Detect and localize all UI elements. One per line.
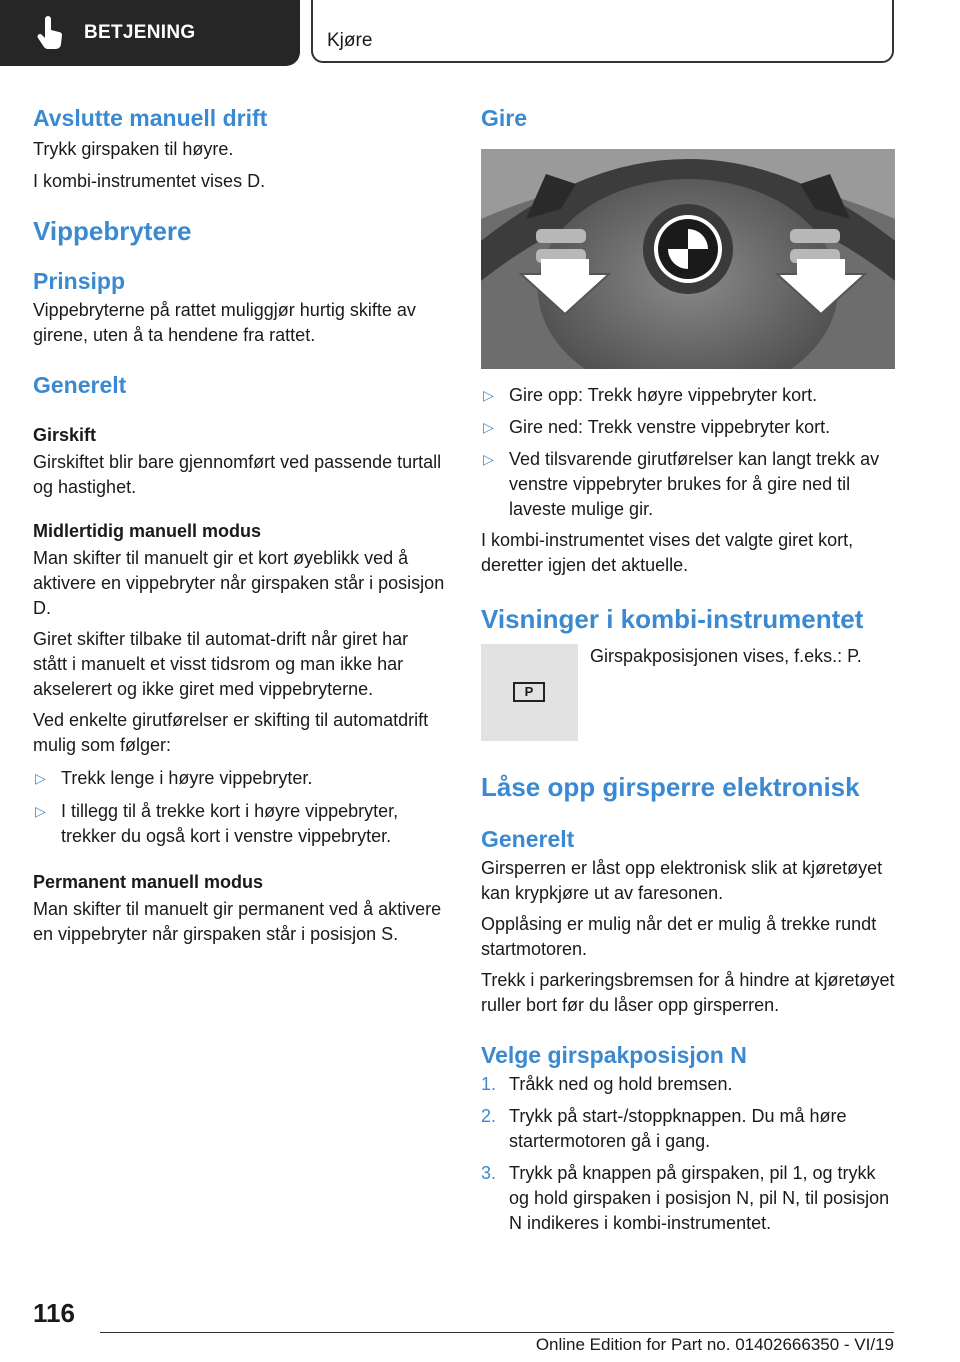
heading-visninger: Visninger i kombi-instrumentet <box>481 604 864 634</box>
gear-indicator-box: P <box>513 682 545 702</box>
triangle-bullet-icon: ▷ <box>483 451 494 467</box>
paragraph: Girskiftet blir bare gjennomført ved passende turtall og hastighet. <box>33 452 442 497</box>
list-item: 2. Trykk på start-/stoppknappen. Du må høre startermotoren gå i gang. <box>481 1106 847 1151</box>
paragraph: Man skifter til manuelt gir et kort øyeblikk ved å aktivere en vippebryter når girspaken står i posisjon D. <box>33 548 445 618</box>
triangle-bullet-icon: ▷ <box>483 419 494 435</box>
chapter-header <box>311 0 894 63</box>
triangle-bullet-icon: ▷ <box>35 803 46 819</box>
paragraph: I kombi-instrumentet vises D. <box>33 171 266 191</box>
numbered-list <box>481 1072 895 1236</box>
list-item: ▷ I tillegg til å trekke kort i høyre vippebryter, trekker du også kort i venstre vippebryter. <box>35 801 399 846</box>
bullet-list <box>481 383 895 522</box>
paragraph: I kombi-instrumentet vises det valgte giret kort, deretter igjen det aktuelle. <box>481 530 854 575</box>
paragraph: Girspakposisjonen vises, f.eks.: P. <box>590 646 862 666</box>
paragraph: Opplåsing er mulig når det er mulig å trekke rundt startmotoren. <box>481 914 877 959</box>
heading-generelt-right: Generelt <box>481 826 575 852</box>
heading-vippebrytere: Vippebrytere <box>33 216 192 246</box>
paragraph: Girsperren er låst opp elektronisk slik at kjøretøyet kan krypkjøre ut av faresonen. <box>481 858 883 903</box>
display-example <box>481 644 895 741</box>
page-number: 116 <box>33 1298 75 1328</box>
paragraph: Vippebryterne på rattet muliggjør hurtig skifte av girene, uten å ta hendene fra rattet. <box>33 300 416 345</box>
chapter-title: Kjøre <box>327 30 373 51</box>
list-item: 1. Tråkk ned og hold bremsen. <box>481 1074 733 1094</box>
paragraph: Trekk i parkeringsbremsen for å hindre at kjøretøyet ruller bort før du låser opp girsperren. <box>481 970 895 1015</box>
heading-permanent: Permanent manuell modus <box>33 872 264 892</box>
steering-wheel-image <box>481 149 895 369</box>
heading-gire: Gire <box>481 105 528 131</box>
hand-pointer-icon <box>36 16 66 50</box>
list-item: 3. Trykk på knappen på girspaken, pil 1, og trykk og hold girspaken i posisjon N, pil N, til posisjon N indikeres i kombi-instrumentet. <box>481 1163 890 1233</box>
section-label: BETJENING <box>84 22 196 43</box>
heading-laase: Låse opp girsperre elektronisk <box>481 772 860 802</box>
list-item: ▷ Gire ned: Trekk venstre vippebryter kort. <box>481 415 895 440</box>
triangle-bullet-icon: ▷ <box>35 770 46 786</box>
edition-text: Online Edition for Part no. 01402666350 - VI/19 <box>535 1335 894 1354</box>
triangle-bullet-icon: ▷ <box>483 387 494 403</box>
heading-midlertidig: Midlertidig manuell modus <box>33 521 262 541</box>
list-item: ▷ Gire opp: Trekk høyre vippebryter kort. <box>481 383 895 408</box>
bullet-list <box>33 766 447 849</box>
paragraph: Ved enkelte girutførelser er skifting til automatdrift mulig som følger: <box>33 710 429 755</box>
paragraph: Man skifter til manuelt gir permanent ved å aktivere en vippebryter når girspaken står i posisjon S. <box>33 899 442 944</box>
list-item: ▷ Trekk lenge i høyre vippebryter. <box>33 766 447 791</box>
paragraph: Giret skifter tilbake til automat-drift når giret har stått i manuelt et visst tidsrom og man ikke har akselerert og ikke giret med vippebryterne. <box>33 629 409 699</box>
paragraph: Trykk girspaken til høyre. <box>33 139 234 159</box>
list-item: ▷ Ved tilsvarende girutførelser kan langt trekk av venstre vippebryter brukes for å gire ned til laveste mulige gir. <box>483 449 880 519</box>
heading-generelt: Generelt <box>33 372 127 398</box>
heading-prinsipp: Prinsipp <box>33 268 126 294</box>
heading-velge: Velge girspakposisjon N <box>481 1042 747 1068</box>
left-column <box>33 100 447 947</box>
heading-avslutte: Avslutte manuell drift <box>33 105 268 131</box>
footer-divider <box>100 1332 894 1333</box>
heading-girskift: Girskift <box>33 425 97 445</box>
section-tab <box>0 0 300 66</box>
right-column <box>481 100 895 1236</box>
instrument-display-image <box>481 644 578 741</box>
